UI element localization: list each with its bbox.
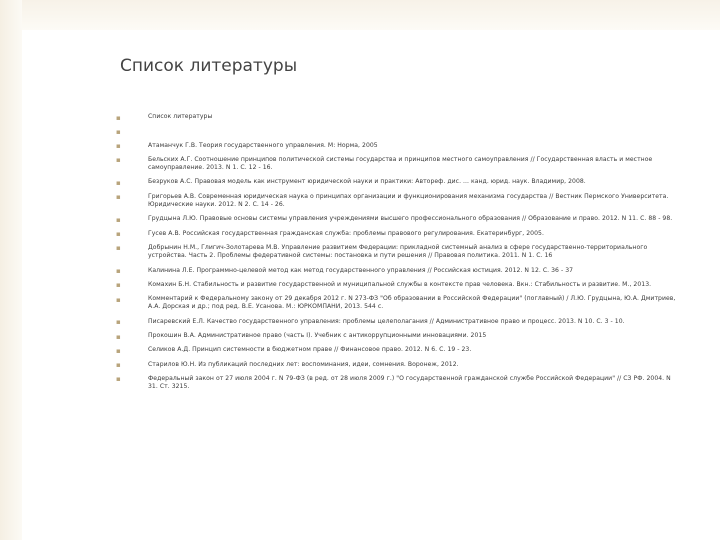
list-item xyxy=(116,267,682,275)
bullet-icon: ▪ xyxy=(116,375,121,384)
list-item xyxy=(116,215,682,223)
decorative-top-band xyxy=(0,0,720,30)
bullet-icon: ▪ xyxy=(116,281,121,290)
slide-title: Список литературы xyxy=(120,56,298,76)
list-item xyxy=(116,318,682,326)
bullet-icon: ▪ xyxy=(116,113,121,122)
list-item xyxy=(116,361,682,369)
bullet-icon: ▪ xyxy=(116,361,121,370)
list-item-text: Писаревский Е.Л. Качество государственного управления: проблемы целеполагания // Административное право и процесс. 2013. N 10. С. 3 - 10. xyxy=(148,317,625,325)
decorative-side-band xyxy=(0,0,22,540)
bullet-icon: ▪ xyxy=(116,142,121,151)
bullet-icon: ▪ xyxy=(116,156,121,165)
bullet-icon: ▪ xyxy=(116,215,121,224)
bullet-icon: ▪ xyxy=(116,244,121,253)
list-item xyxy=(116,346,682,354)
list-item-text: Безруков А.С. Правовая модель как инструмент юридической науки и практики: Автореф. дис. ... канд. юрид. наук. Владимир, 2008. xyxy=(148,178,586,186)
list-item xyxy=(116,156,682,173)
list-item xyxy=(116,142,682,150)
list-item-text: Комахин Б.Н. Стабильность и развитие государственной и муниципальной службы в контексте прав человека. Вкн.: Стабильность и развитие. М., 2013. xyxy=(148,280,652,288)
list-item xyxy=(116,332,682,340)
list-item-text: Список литературы xyxy=(148,113,213,120)
bullet-icon: ▪ xyxy=(116,332,121,341)
list-item xyxy=(116,113,682,121)
bullet-icon: ▪ xyxy=(116,178,121,187)
list-item-text: Прокошин В.А. Административное право (часть I). Учебник с антикоррупционными инновациями. 2015 xyxy=(148,332,487,340)
bullet-icon: ▪ xyxy=(116,267,121,276)
list-item-text: Гусев А.В. Российская государственная гражданская служба: проблемы правового регулирования. Екатеринбург, 2005. xyxy=(148,229,544,237)
list-item-text: Федеральный закон от 27 июля 2004 г. N 79-ФЗ (в ред. от 28 июля 2009 г.) "О государственной гражданской службе Российской Федерации" // СЗ РФ. 2004. N 31. Ст. 3215. xyxy=(148,374,671,391)
list-item-text: Григорьев А.В. Современная юридическая наука о принципах организации и функционирования механизма государства // Вестник Пермского Университета. Юридические науки. 2012. N 2. С. 14 - 26. xyxy=(148,192,669,209)
list-item-text: Грудцына Л.Ю. Правовые основы системы управления учреждениями высшего профессионального образования // Образование и право. 2012. N 11. С. 88 - 98. xyxy=(148,215,673,223)
list-item xyxy=(116,193,682,210)
bullet-icon: ▪ xyxy=(116,193,121,202)
bullet-icon: ▪ xyxy=(116,295,121,304)
list-item-text: Добрынин Н.М., Глигич-Золотарева М.В. Управление развитием Федерации: прикладной системный анализ в сфере государственно-территориального устройства. Часть 2. Проблемы федеративной системы: постановка и пути решения // Правовая политика. 2011. N 1. С. 16 xyxy=(148,243,648,260)
reference-list xyxy=(116,113,682,398)
list-item xyxy=(116,127,682,135)
list-item xyxy=(116,244,682,261)
list-item-text: Комментарий к Федеральному закону от 29 декабря 2012 г. N 273-ФЗ "Об образовании в Российской Федерации" (поглавный) / Л.Ю. Грудцына, Ю.А. Дмитриев, А.А. Дорская и др.; под ред. В.Е. Усанова. М.: ЮРКОМПАНИ, 2013. 544 с. xyxy=(148,295,676,311)
list-item xyxy=(116,295,682,312)
list-item xyxy=(116,281,682,289)
list-item-text: Калинина Л.Е. Программно-целевой метод как метод государственного управления // Российская юстиция. 2012. N 12. С. 36 - 37 xyxy=(148,266,574,274)
list-item-text: Атаманчук Г.В. Теория государственного управления. М: Норма, 2005 xyxy=(148,141,378,149)
list-item-text: Старилов Ю.Н. Из публикаций последних лет: воспоминания, идеи, сомнения. Воронеж, 2012. xyxy=(148,360,459,368)
list-item xyxy=(116,375,682,392)
list-item-text: Бельских А.Г. Соотношение принципов политической системы государства и принципов местного самоуправления // Государственная власть и местное самоуправление. 2013. N 1. С. 12 - 16. xyxy=(148,155,653,172)
list-item xyxy=(116,230,682,238)
list-item-text: Селиков А.Д. Принцип системности в бюджетном праве // Финансовое право. 2012. N 6. С. 19 - 23. xyxy=(148,346,472,354)
bullet-icon: ▪ xyxy=(116,230,121,239)
bullet-icon: ▪ xyxy=(116,127,121,136)
bullet-icon: ▪ xyxy=(116,346,121,355)
list-item xyxy=(116,178,682,186)
bullet-icon: ▪ xyxy=(116,318,121,327)
